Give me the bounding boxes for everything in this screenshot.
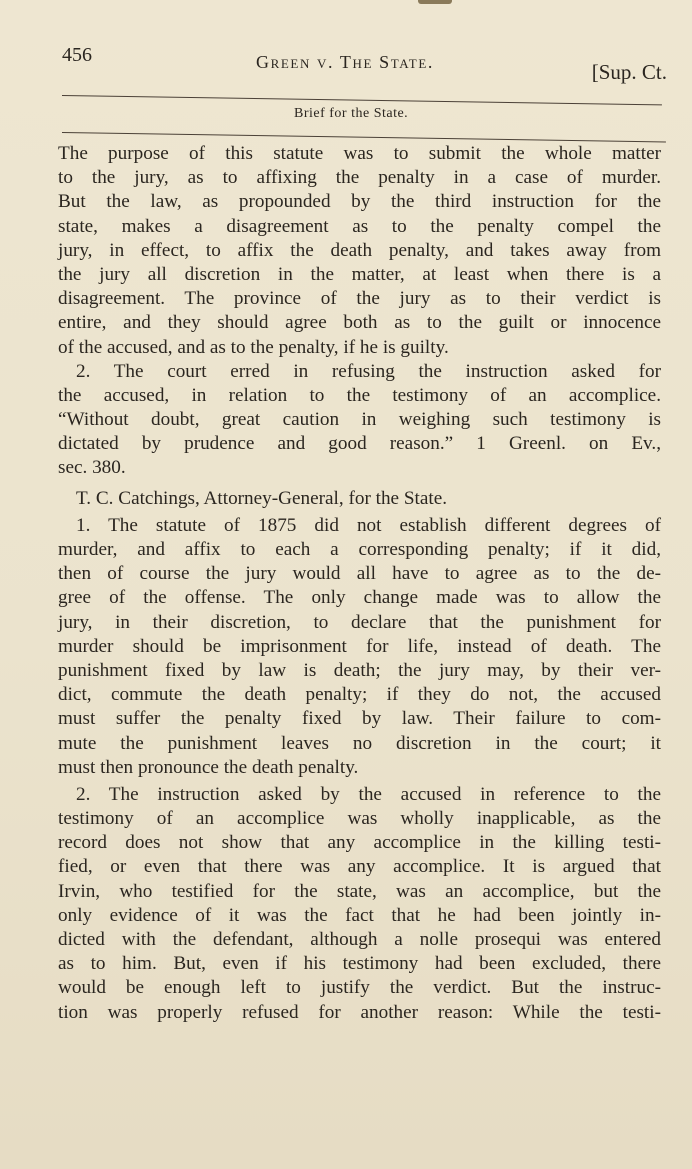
text-line: sec. 380.	[58, 457, 126, 479]
text-line: murder, and affix to each a corresponding penalty; if it did,	[58, 539, 661, 560]
text-line: “Without doubt, great caution in weighing such testimony is	[58, 409, 661, 431]
text-line: must then pronounce the death penalty.	[58, 756, 359, 778]
text-line: the accused, in relation to the testimony of an accomplice.	[58, 384, 661, 406]
text-line: disagreement. The province of the jury as to their verdict is	[58, 288, 661, 310]
header-rule-top	[62, 95, 662, 105]
text-line: dict, commute the death penalty; if they do not, the accused	[58, 684, 661, 706]
court-tag: [Sup. Ct.	[591, 60, 667, 84]
paragraph-instruction	[58, 783, 661, 1025]
text-line: jury, in their discretion, to declare that the punishment for	[58, 611, 661, 633]
case-title: Green v. The State.	[256, 52, 434, 72]
paragraph-accomplice-error	[58, 360, 661, 481]
text-line: 2. The court erred in refusing the instruction asked for	[76, 360, 661, 382]
text-line: then of course the jury would all have to agree as to the de-	[58, 563, 661, 585]
body-text	[58, 142, 661, 1025]
text-line: But the law, as propounded by the third instruction for the	[58, 191, 661, 213]
paragraph-purpose	[58, 142, 661, 360]
text-line: must suffer the penalty fixed by law. Their failure to com-	[58, 708, 661, 730]
text-line: gree of the offense. The only change made was to allow the	[58, 587, 661, 609]
text-line: record does not show that any accomplice in the killing testi-	[58, 832, 661, 854]
text-line: as to him. But, even if his testimony had been excluded, there	[58, 953, 661, 975]
paragraph-statute	[58, 514, 661, 780]
text-line: testimony of an accomplice was wholly inapplicable, as the	[58, 808, 661, 830]
text-line: the jury all discretion in the matter, at least when there is a	[58, 263, 661, 285]
text-line: jury, in effect, to affix the death penalty, and takes away from	[58, 239, 661, 261]
text-line: only evidence of it was the fact that he had been jointly in-	[58, 904, 661, 926]
text-line: of the accused, and as to the penalty, if he is guilty.	[58, 336, 449, 358]
text-line: The purpose of this statute was to submit the whole matter	[58, 143, 661, 164]
text-line: Irvin, who testified for the state, was an accomplice, but the	[58, 880, 661, 902]
header-rule-bottom	[62, 132, 666, 142]
page-number: 456	[62, 44, 92, 66]
text-line: entire, and they should agree both as to the guilt or innocence	[58, 312, 661, 334]
text-line: 1. The statute of 1875 did not establish different degrees of	[76, 514, 661, 536]
text-line: mute the punishment leaves no discretion in the court; it	[58, 732, 661, 754]
text-line: tion was properly refused for another reason: While the testi-	[58, 1001, 661, 1023]
text-line: to the jury, as to affixing the penalty in a case of murder.	[58, 167, 661, 189]
text-line: murder should be imprisonment for life, instead of death. The	[58, 635, 661, 657]
text-line: fied, or even that there was any accomplice. It is argued that	[58, 856, 661, 878]
binding-mark	[418, 0, 452, 4]
text-line: state, makes a disagreement as to the penalty compel the	[58, 215, 661, 237]
paragraph-counsel	[58, 487, 661, 511]
text-line: dictated by prudence and good reason.” 1 Greenl. on Ev.,	[58, 433, 661, 455]
running-head	[62, 44, 667, 88]
text-line: dicted with the defendant, although a nolle prosequi was entered	[58, 929, 661, 950]
text-line: would be enough left to justify the verdict. But the instruc-	[58, 977, 661, 999]
text-line: 2. The instruction asked by the accused in reference to the	[76, 783, 661, 805]
brief-label: Brief for the State.	[294, 106, 409, 121]
counsel-line: T. C. Catchings, Attorney-General, for the State.	[76, 487, 448, 509]
text-line: punishment fixed by law is death; the jury may, by their ver-	[58, 659, 661, 681]
